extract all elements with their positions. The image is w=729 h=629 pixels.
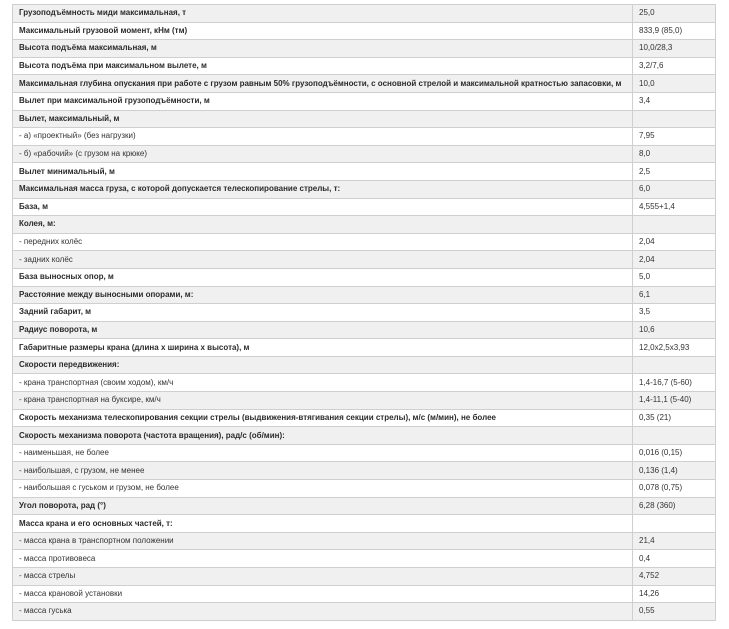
- table-row: [13, 233, 716, 251]
- parameter-name-cell: Скорости передвижения:: [13, 356, 633, 374]
- parameter-value-cell: 14,26: [633, 585, 716, 603]
- parameter-value-cell: 6,1: [633, 286, 716, 304]
- parameter-value-cell: 0,55: [633, 603, 716, 621]
- table-row: [13, 251, 716, 269]
- parameter-name-cell: Задний габарит, м: [13, 304, 633, 322]
- parameter-name-cell: - б) «рабочий» (с грузом на крюке): [13, 145, 633, 163]
- table-row: [13, 92, 716, 110]
- parameter-name-cell: Вылет, максимальный, м: [13, 110, 633, 128]
- parameter-name-cell: - масса крана в транспортном положении: [13, 532, 633, 550]
- parameter-value-cell: 3,2/7,6: [633, 57, 716, 75]
- parameter-name-cell: Высота подъёма при максимальном вылете, м: [13, 57, 633, 75]
- parameter-value-cell: 5,0: [633, 268, 716, 286]
- parameter-value-cell: 12,0х2,5х3,93: [633, 339, 716, 357]
- table-row: [13, 392, 716, 410]
- parameter-value-cell: [633, 515, 716, 533]
- parameter-name-cell: Колея, м:: [13, 216, 633, 234]
- parameter-name-cell: - масса гуська: [13, 603, 633, 621]
- parameter-value-cell: 10,0/28,3: [633, 40, 716, 58]
- parameter-name-cell: Радиус поворота, м: [13, 321, 633, 339]
- parameter-value-cell: 25,0: [633, 5, 716, 23]
- parameter-name-cell: База выносных опор, м: [13, 268, 633, 286]
- specifications-table-body: [13, 5, 716, 621]
- parameter-name-cell: Габаритные размеры крана (длина х ширина х высота), м: [13, 339, 633, 357]
- table-row: [13, 110, 716, 128]
- parameter-name-cell: - масса крановой установки: [13, 585, 633, 603]
- table-row: [13, 180, 716, 198]
- parameter-name-cell: Масса крана и его основных частей, т:: [13, 515, 633, 533]
- parameter-value-cell: 21,4: [633, 532, 716, 550]
- table-row: [13, 515, 716, 533]
- parameter-name-cell: Вылет минимальный, м: [13, 163, 633, 181]
- table-row: [13, 444, 716, 462]
- table-row: [13, 321, 716, 339]
- parameter-value-cell: 2,04: [633, 251, 716, 269]
- parameter-value-cell: 10,6: [633, 321, 716, 339]
- parameter-name-cell: Максимальная масса груза, с которой допускается телескопирование стрелы, т:: [13, 180, 633, 198]
- parameter-name-cell: - наименьшая, не более: [13, 444, 633, 462]
- parameter-value-cell: 10,0: [633, 75, 716, 93]
- parameter-value-cell: 3,5: [633, 304, 716, 322]
- table-row: [13, 22, 716, 40]
- table-row: [13, 339, 716, 357]
- parameter-value-cell: 4,555+1,4: [633, 198, 716, 216]
- parameter-name-cell: Угол поворота, рад (°): [13, 497, 633, 515]
- table-row: [13, 409, 716, 427]
- parameter-name-cell: - крана транспортная (своим ходом), км/ч: [13, 374, 633, 392]
- parameter-name-cell: - а) «проектный» (без нагрузки): [13, 128, 633, 146]
- parameter-value-cell: 6,0: [633, 180, 716, 198]
- parameter-value-cell: 3,4: [633, 92, 716, 110]
- table-row: [13, 427, 716, 445]
- parameter-name-cell: Скорость механизма поворота (частота вращения), рад/с (об/мин):: [13, 427, 633, 445]
- parameter-name-cell: - наибольшая с гуськом и грузом, не более: [13, 480, 633, 498]
- parameter-name-cell: - передних колёс: [13, 233, 633, 251]
- table-row: [13, 145, 716, 163]
- parameter-value-cell: 0,136 (1,4): [633, 462, 716, 480]
- parameter-value-cell: 8,0: [633, 145, 716, 163]
- table-row: [13, 75, 716, 93]
- table-row: [13, 356, 716, 374]
- table-row: [13, 374, 716, 392]
- table-row: [13, 163, 716, 181]
- parameter-value-cell: [633, 110, 716, 128]
- table-row: [13, 585, 716, 603]
- table-row: [13, 462, 716, 480]
- specifications-table: [12, 4, 716, 621]
- table-row: [13, 550, 716, 568]
- table-row: [13, 603, 716, 621]
- parameter-value-cell: 0,016 (0,15): [633, 444, 716, 462]
- parameter-name-cell: Расстояние между выносными опорами, м:: [13, 286, 633, 304]
- table-row: [13, 198, 716, 216]
- table-row: [13, 40, 716, 58]
- parameter-value-cell: [633, 216, 716, 234]
- parameter-name-cell: - масса стрелы: [13, 568, 633, 586]
- table-row: [13, 286, 716, 304]
- parameter-value-cell: 1,4-11,1 (5-40): [633, 392, 716, 410]
- parameter-value-cell: 0,4: [633, 550, 716, 568]
- parameter-value-cell: 833,9 (85,0): [633, 22, 716, 40]
- table-row: [13, 568, 716, 586]
- table-row: [13, 5, 716, 23]
- parameter-value-cell: 1,4-16,7 (5-60): [633, 374, 716, 392]
- parameter-name-cell: - масса противовеса: [13, 550, 633, 568]
- parameter-value-cell: [633, 356, 716, 374]
- table-row: [13, 268, 716, 286]
- table-row: [13, 304, 716, 322]
- parameter-value-cell: 7,95: [633, 128, 716, 146]
- table-row: [13, 216, 716, 234]
- parameter-name-cell: - задних колёс: [13, 251, 633, 269]
- parameter-value-cell: 4,752: [633, 568, 716, 586]
- parameter-value-cell: [633, 427, 716, 445]
- parameter-value-cell: 2,04: [633, 233, 716, 251]
- table-row: [13, 57, 716, 75]
- table-row: [13, 497, 716, 515]
- parameter-name-cell: Вылет при максимальной грузоподъёмности, м: [13, 92, 633, 110]
- table-row: [13, 532, 716, 550]
- parameter-name-cell: База, м: [13, 198, 633, 216]
- parameter-name-cell: - наибольшая, с грузом, не менее: [13, 462, 633, 480]
- parameter-name-cell: Высота подъёма максимальная, м: [13, 40, 633, 58]
- parameter-name-cell: Скорость механизма телескопирования секции стрелы (выдвижения-втягивания секции стрелы), м/с (м/мин), не более: [13, 409, 633, 427]
- table-row: [13, 128, 716, 146]
- parameter-value-cell: 0,078 (0,75): [633, 480, 716, 498]
- table-row: [13, 480, 716, 498]
- parameter-value-cell: 2,5: [633, 163, 716, 181]
- parameter-value-cell: 6,28 (360): [633, 497, 716, 515]
- parameter-name-cell: - крана транспортная на буксире, км/ч: [13, 392, 633, 410]
- parameter-name-cell: Максимальная глубина опускания при работе с грузом равным 50% грузоподъёмности, с основной стрелой и максимальной кратностью запасовки, м: [13, 75, 633, 93]
- parameter-value-cell: 0,35 (21): [633, 409, 716, 427]
- parameter-name-cell: Грузоподъёмность миди максимальная, т: [13, 5, 633, 23]
- parameter-name-cell: Максимальный грузовой момент, кНм (тм): [13, 22, 633, 40]
